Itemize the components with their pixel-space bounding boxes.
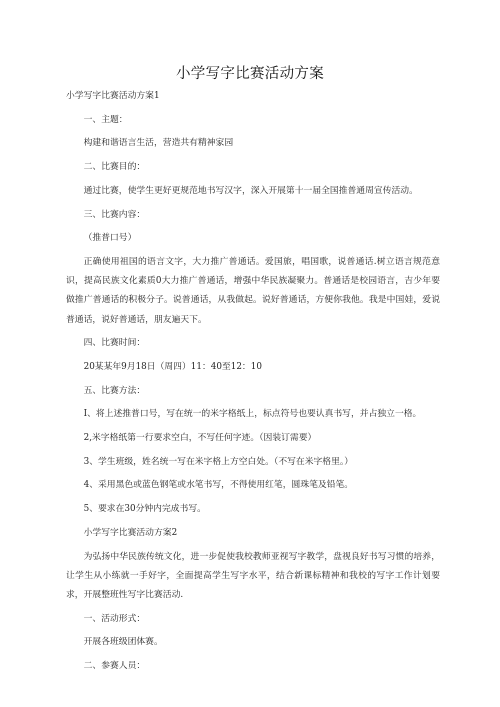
paragraph: 构建和谐语言生活，营造共有精神家园 [83,138,234,149]
paragraph: 通过比赛，使学生更好更规范地书写汉字，深入开展第十一届全国推普通周宣传活动。 [83,185,418,196]
document-title: 小学写字比赛活动方案 [176,66,324,82]
paragraph: I、将上述推普口号，写在统一的米字格纸上，标点符号也要认真书写，并占独立一格。 [83,409,422,420]
section-heading: 小学写字比赛活动方案2 [83,527,178,538]
paragraph: 20某某年9月18日（周四）11：40至12：10 [83,361,262,372]
paragraph: 二、参赛人员： [83,661,146,672]
paragraph: 五、比赛方法： [83,385,146,396]
paragraph: （推普口号） [83,233,137,244]
document-body [66,87,440,681]
paragraph: 开展各班级团体赛。 [83,637,163,648]
paragraph: 4、采用黑色或蓝色钢笔或水笔书写，不得使用红笔，圆珠笔及铅笔。 [83,480,354,491]
paragraph: 3、学生班级，姓名统一写在米字格上方空白处。（不写在米字格里。） [83,456,354,467]
paragraph: 一、主题： [83,114,128,125]
paragraph: 2,米字格纸第一行要求空白，不写任何字迹。（因装订需要） [83,433,317,444]
paragraph: 5、要求在30分钟内完成书写。 [83,504,206,515]
paragraph: 为弘扬中华民族传统文化，进一步促使我校教师亚视写字教学，盘视良好书写习惯的培养，让学生从小练就一手好字，全面提高学生写字水平，结合新课标精神和我校的写字工作计划要求，开展整班性写字比赛活动. [66,551,440,600]
paragraph: 正确使用祖国的语言文字，大力推广普通话。爱国旅，唱国歌，说普通话.树立语言规范意识，提高民族文化素质0大力推广普通话，增强中华民族凝聚力。普通话是校园语言，吉少年要做推广普通话的积极分子。说普通话，从我做起。说好普通话，方便你我他。我是中国娃，爱说普通话，说好普通话，朋友遍天下。 [66,256,440,325]
paragraph: 四、比赛时间： [83,338,146,349]
paragraph: 一、活动形式： [83,613,146,624]
paragraph: 二、比赛目的： [83,162,146,173]
paragraph: 三、比赛内容： [83,209,146,220]
section-heading: 小学写字比赛活动方案1 [66,91,160,101]
